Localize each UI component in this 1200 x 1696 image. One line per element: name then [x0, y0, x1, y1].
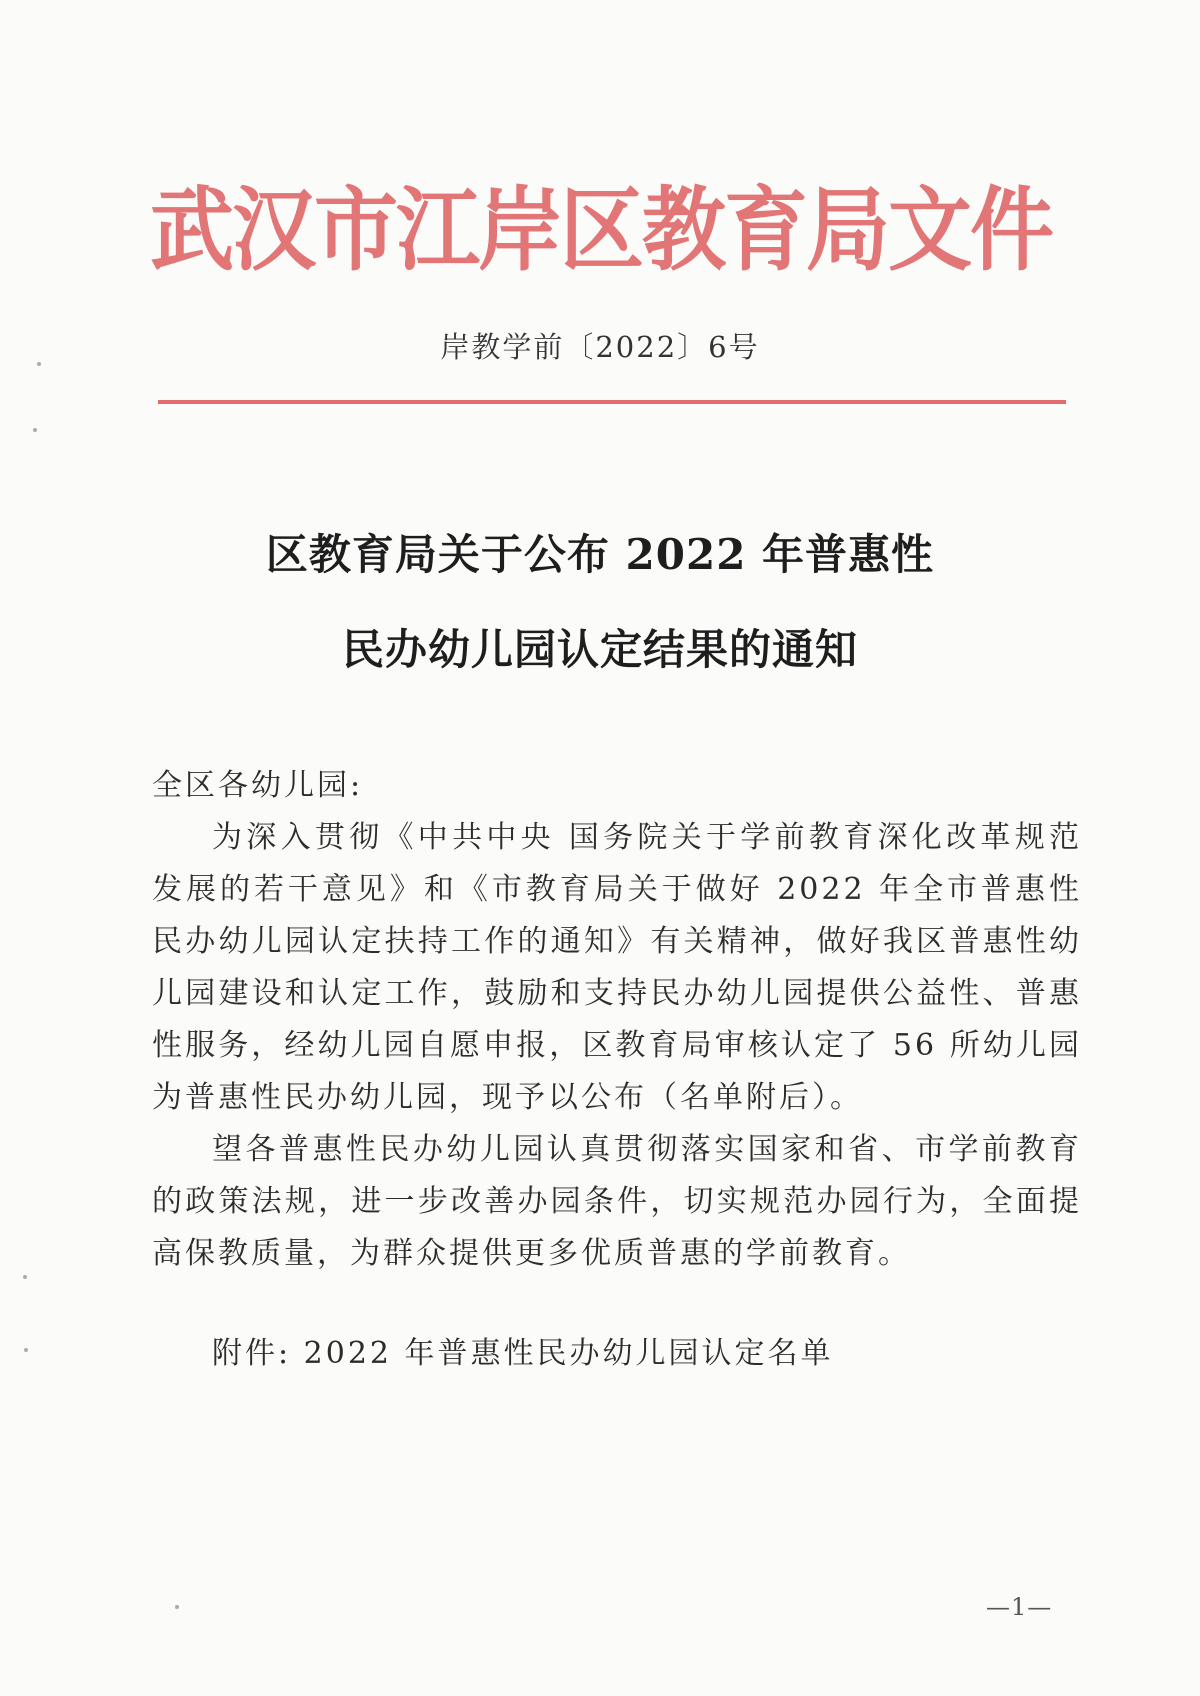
- red-divider-line: [158, 400, 1066, 404]
- attachment-note: 附件: 2022 年普惠性民办幼儿园认定名单: [212, 1336, 834, 1371]
- body-paragraph-1: 为深入贯彻《中共中央 国务院关于学前教育深化改革规范发展的若干意见》和《市教育局关于做好 2022 年全市普惠性民办幼儿园认定扶持工作的通知》有关精神，做好我区普惠性幼儿园建设和认定工作，鼓励和支持民办幼儿园提供公益性、普惠性服务，经幼儿园自愿申报，区教育局审核认定了 56 所幼儿园为普惠性民办幼儿园，现予以公布（名单附后）。: [152, 820, 1082, 1115]
- document-number: 岸教学前〔2022〕6号: [440, 330, 760, 364]
- body-paragraph-2: 望各普惠性民办幼儿园认真贯彻落实国家和省、市学前教育的政策法规，进一步改善办园条件，切实规范办园行为，全面提高保教质量，为群众提供更多优质普惠的学前教育。: [152, 1132, 1082, 1271]
- salutation: 全区各幼儿园:: [152, 768, 364, 803]
- notice-title-line-2: 民办幼儿园认定结果的通知: [341, 625, 858, 674]
- scan-speck: [33, 428, 37, 432]
- notice-title-line-1: 区教育局关于公布 2022 年普惠性: [265, 530, 935, 579]
- page-number: —1—: [986, 1593, 1053, 1621]
- scan-speck: [37, 362, 41, 366]
- masthead-title: 武汉市江岸区教育局文件: [150, 177, 1053, 283]
- scan-speck: [24, 1348, 28, 1352]
- scan-speck: [23, 1275, 27, 1279]
- scan-speck: [175, 1605, 179, 1609]
